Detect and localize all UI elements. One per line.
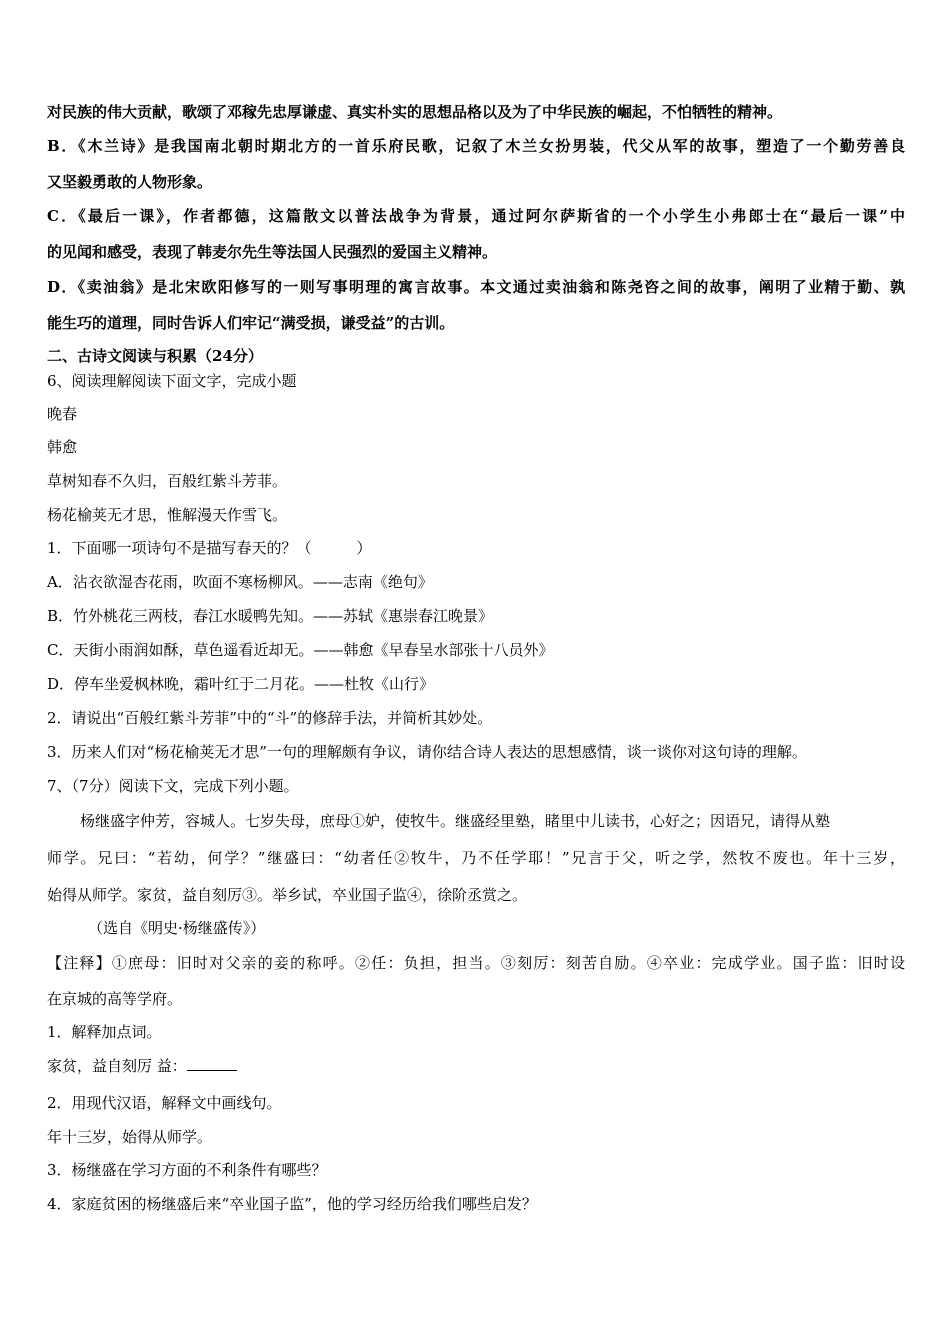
poem-author: 韩愈 — [47, 438, 78, 456]
option-d: D．《卖油翁》是北宋欧阳修写的一则写事明理的寓言故事。本文通过卖油翁和陈尧咨之间的故事，阐明了业精于勤、孰 — [47, 278, 905, 296]
passage-source: （选自《明史·杨继盛传》） — [88, 919, 266, 937]
section-heading: 二、古诗文阅读与积累（24分） — [47, 347, 263, 365]
q6-sub3: 3．历来人们对“杨花榆荚无才思”一句的理解颇有争议，请你结合诗人表达的思想感情，谈一谈你对这句诗的理解。 — [47, 743, 807, 761]
q6-option-d: D．停车坐爱枫林晚，霜叶红于二月花。——杜牧《山行》 — [47, 675, 435, 693]
option-c: C．《最后一课》，作者都德，这篇散文以普法战争为背景，通过阿尔萨斯省的一个小学生小弗郎士在“最后一课”中 — [47, 207, 905, 225]
passage-line: 师学。兄曰：“若幼，何学？”继盛曰：“幼者任②牧牛，乃不任学耶！”兄言于父，听之学，然牧不废也。年十三岁， — [47, 849, 905, 867]
option-b: B．《木兰诗》是我国南北朝时期北方的一首乐府民歌，记叙了木兰女扮男装，代父从军的故事，塑造了一个勤劳善良 — [47, 137, 905, 155]
q6-option-b: B．竹外桃花三两枝，春江水暖鸭先知。——苏轼《惠崇春江晚景》 — [47, 607, 494, 625]
option-c-continuation: 的见闻和感受，表现了韩麦尔先生等法国人民强烈的爱国主义精神。 — [47, 243, 498, 261]
notes: 【注释】①庶母：旧时对父亲的妾的称呼。②任：负担，担当。③刻厉：刻苦自励。④卒业：完成学业。国子监：旧时设 — [47, 954, 905, 972]
q6-sub1: 1．下面哪一项诗句不是描写春天的？（ ） — [47, 539, 372, 557]
q7-sub2-item: 年十三岁，始得从师学。 — [47, 1128, 213, 1146]
passage-line: 始得从师学。家贫，益自刻厉③。举乡试，卒业国子监④，徐阶丞赏之。 — [47, 886, 528, 904]
q7-sub1-item — [47, 1056, 237, 1076]
option-a-continuation: 对民族的伟大贡献，歌颂了邓稼先忠厚谦虚、真实朴实的思想品格以及为了中华民族的崛起，不怕牺牲的精神。 — [47, 103, 783, 121]
poem-line: 草树知春不久归，百般红紫斗芳菲。 — [47, 472, 288, 490]
option-b-continuation: 又坚毅勇敢的人物形象。 — [47, 173, 213, 191]
q6-title: 6、阅读理解阅读下面文字，完成小题 — [47, 372, 297, 390]
q7-sub1-text: 家贫，益自刻厉 益： — [47, 1057, 187, 1075]
q7-title: 7、（7分）阅读下文，完成下列小题。 — [47, 777, 299, 795]
q6-option-c: C．天街小雨润如酥，草色遥看近却无。——韩愈《早春呈水部张十八员外》 — [47, 641, 554, 659]
option-d-continuation: 能生巧的道理，同时告诉人们牢记“满受损，谦受益”的古训。 — [47, 314, 455, 332]
q7-sub4: 4．家庭贫困的杨继盛后来“卒业国子监”，他的学习经历给我们哪些启发？ — [47, 1195, 537, 1213]
answer-blank[interactable] — [187, 1056, 237, 1071]
q6-sub2: 2．请说出“百般红紫斗芳菲”中的“斗”的修辞手法，并简析其妙处。 — [47, 709, 493, 727]
q7-sub3: 3．杨继盛在学习方面的不利条件有哪些？ — [47, 1161, 327, 1179]
poem-line: 杨花榆荚无才思，惟解漫天作雪飞。 — [47, 506, 288, 524]
q6-option-a: A．沾衣欲湿杏花雨，吹面不寒杨柳风。——志南《绝句》 — [47, 573, 433, 591]
q7-sub1: 1．解释加点词。 — [47, 1023, 162, 1041]
poem-title: 晚春 — [47, 405, 78, 423]
passage-line: 杨继盛字仲芳，容城人。七岁失母，庶母①妒，使牧牛。继盛经里塾，睹里中儿读书，心好之；因语兄，请得从塾 — [80, 812, 831, 830]
notes-continuation: 在京城的高等学府。 — [47, 990, 183, 1008]
q7-sub2: 2．用现代汉语，解释文中画线句。 — [47, 1094, 282, 1112]
